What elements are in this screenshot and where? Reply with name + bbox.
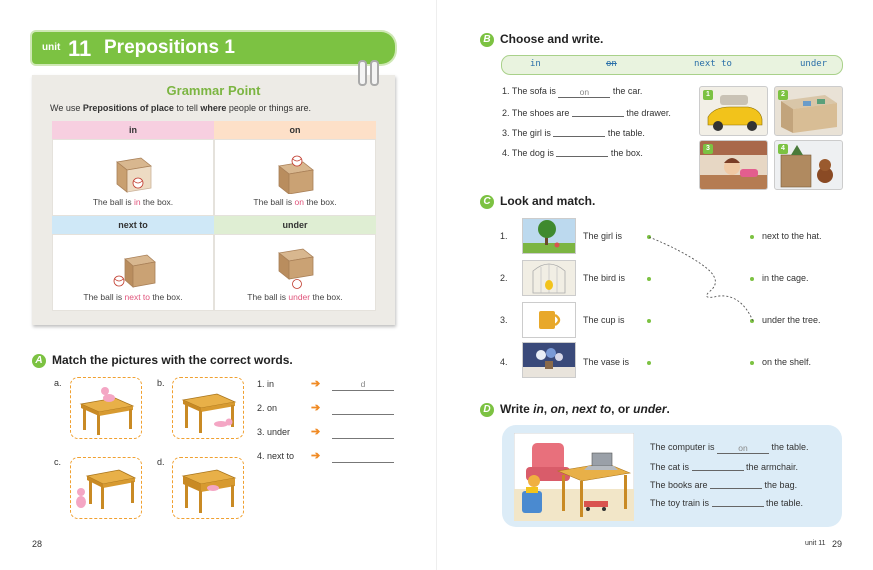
- match-answer-1[interactable]: d: [332, 379, 394, 391]
- match-answer-2[interactable]: [332, 403, 394, 415]
- picture-letter-c: c.: [54, 457, 62, 467]
- choose-answer-3[interactable]: [553, 126, 605, 137]
- word-bank-on: on: [606, 59, 617, 69]
- unit-banner: [32, 32, 395, 64]
- unit-title: Prepositions 1: [104, 37, 235, 58]
- write-answer-3[interactable]: [710, 478, 762, 489]
- photo-number-4: 4: [778, 144, 788, 154]
- left-page: [0, 0, 436, 570]
- match-left-2: The bird is: [583, 273, 626, 283]
- cup-icon: [523, 303, 575, 337]
- choose-item-2: 2. The shoes are the drawer.: [502, 108, 671, 118]
- box-ball-on-icon: [273, 152, 319, 194]
- grammar-cell-next-to: [52, 234, 214, 311]
- match-right-3: under the tree.: [762, 315, 821, 325]
- arrow-right-icon: ➔: [311, 426, 321, 438]
- grammar-caption-on: The ball is on the box.: [253, 197, 337, 207]
- match-num-1: 1.: [500, 231, 508, 241]
- binder-rings-icon: [356, 60, 380, 88]
- grammar-head-under: under: [214, 216, 376, 234]
- write-item-1: The computer is on the table.: [650, 442, 809, 453]
- photo-vase: [522, 342, 576, 378]
- write-item-2: The cat is the armchair.: [650, 462, 799, 472]
- grammar-caption-under: The ball is under the box.: [247, 292, 343, 302]
- section-b-heading: [480, 32, 603, 47]
- table-dog-on-icon: [71, 378, 141, 438]
- match-item-4: 4. next to: [257, 451, 295, 461]
- section-c-heading: [480, 194, 595, 209]
- photo-number-1: 1: [703, 90, 713, 100]
- box-ball-next-to-icon: [111, 247, 157, 289]
- match-dot-left-4[interactable]: [647, 361, 651, 365]
- section-b-badge: B: [480, 33, 494, 47]
- photo-shoes-drawer: [774, 86, 843, 136]
- table-dog-under-icon: [173, 378, 243, 438]
- write-answer-2[interactable]: [692, 460, 744, 471]
- arrow-right-icon: ➔: [311, 402, 321, 414]
- match-right-1: next to the hat.: [762, 231, 822, 241]
- section-d-panel: [502, 425, 842, 527]
- match-item-1: 1. in: [257, 379, 275, 389]
- picture-letter-a: a.: [54, 378, 62, 388]
- bird-cage-icon: [523, 261, 575, 295]
- grammar-head-next-to: next to: [52, 216, 214, 234]
- grammar-caption-next-to: The ball is next to the box.: [83, 292, 183, 302]
- match-left-3: The cup is: [583, 315, 625, 325]
- section-a-title: Match the pictures with the correct words.: [52, 353, 293, 367]
- page-number-left: 28: [32, 539, 43, 549]
- arrow-right-icon: ➔: [311, 450, 321, 462]
- table-dog-in-drawer-icon: [173, 458, 243, 518]
- footer-unit-label: unit 11: [805, 540, 826, 547]
- match-left-4: The vase is: [583, 357, 630, 367]
- match-item-2: 2. on: [257, 403, 278, 413]
- match-num-4: 4.: [500, 357, 508, 367]
- section-b-title: Choose and write.: [500, 32, 604, 46]
- grammar-intro: We use Prepositions of place to tell where people or things are.: [50, 103, 311, 113]
- table-dog-next-to-icon: [71, 458, 141, 518]
- word-bank-in: in: [530, 59, 541, 69]
- picture-a: [70, 377, 142, 439]
- grammar-caption-in: The ball is in the box.: [92, 197, 174, 207]
- section-d-heading: D Write in, on, next to, or under.: [480, 402, 670, 417]
- picture-c: [70, 457, 142, 519]
- section-c-badge: C: [480, 195, 494, 209]
- grammar-head-in: in: [52, 121, 214, 139]
- grammar-head-on: on: [214, 121, 376, 139]
- choose-item-4: 4. The dog is the box.: [502, 148, 643, 158]
- box-ball-in-icon: [111, 152, 157, 194]
- section-a-badge: A: [32, 354, 46, 368]
- write-item-3: The books are the bag.: [650, 480, 798, 490]
- girl-tree-icon: [523, 219, 575, 253]
- vase-flowers-icon: [523, 343, 575, 377]
- choose-answer-2[interactable]: [572, 106, 624, 117]
- match-dot-right-4[interactable]: [750, 361, 754, 365]
- choose-answer-1[interactable]: on: [558, 87, 610, 98]
- picture-letter-d: d.: [157, 457, 165, 467]
- choose-item-1: 1. The sofa is on the car.: [502, 86, 643, 97]
- section-c-title: Look and match.: [500, 194, 596, 208]
- photo-sofa-car: [699, 86, 768, 136]
- picture-letter-b: b.: [157, 378, 165, 388]
- unit-number: 11: [68, 36, 92, 61]
- arrow-right-icon: ➔: [311, 378, 321, 390]
- grammar-cell-on: [214, 139, 376, 216]
- write-answer-4[interactable]: [712, 496, 764, 507]
- photo-girl-table: [699, 140, 768, 190]
- photo-dog-box: [774, 140, 843, 190]
- grammar-title: Grammar Point: [166, 83, 261, 98]
- match-right-4: on the shelf.: [762, 357, 812, 367]
- unit-word: unit: [42, 42, 61, 53]
- choose-item-3: 3. The girl is the table.: [502, 128, 645, 138]
- word-bank: [501, 55, 843, 75]
- right-page: [436, 0, 873, 570]
- word-bank-under: under: [800, 59, 828, 69]
- choose-answer-4[interactable]: [556, 146, 608, 157]
- photo-cup: [522, 302, 576, 338]
- match-line: [641, 228, 761, 328]
- room-scene-icon: [514, 433, 634, 521]
- photo-number-3: 3: [703, 144, 713, 154]
- match-item-3: 3. under: [257, 427, 291, 437]
- match-num-3: 3.: [500, 315, 508, 325]
- match-left-1: The girl is: [583, 231, 623, 241]
- match-answer-3[interactable]: [332, 427, 394, 439]
- grammar-cell-in: [52, 139, 214, 216]
- picture-d: [172, 457, 244, 519]
- match-num-2: 2.: [500, 273, 508, 283]
- grammar-cell-under: [214, 234, 376, 311]
- write-item-4: The toy train is the table.: [650, 498, 804, 508]
- page-number-right: 29: [832, 539, 843, 549]
- write-answer-1[interactable]: on: [717, 443, 769, 454]
- photo-bird-cage: [522, 260, 576, 296]
- section-d-badge: D: [480, 403, 494, 417]
- section-a-heading: [32, 353, 293, 368]
- grammar-point-box: [32, 75, 395, 325]
- word-bank-next-to: next to: [694, 59, 732, 69]
- match-right-2: in the cage.: [762, 273, 809, 283]
- match-answer-4[interactable]: [332, 451, 394, 463]
- picture-b: [172, 377, 244, 439]
- photo-girl-tree: [522, 218, 576, 254]
- photo-number-2: 2: [778, 90, 788, 100]
- box-ball-under-icon: [273, 247, 319, 289]
